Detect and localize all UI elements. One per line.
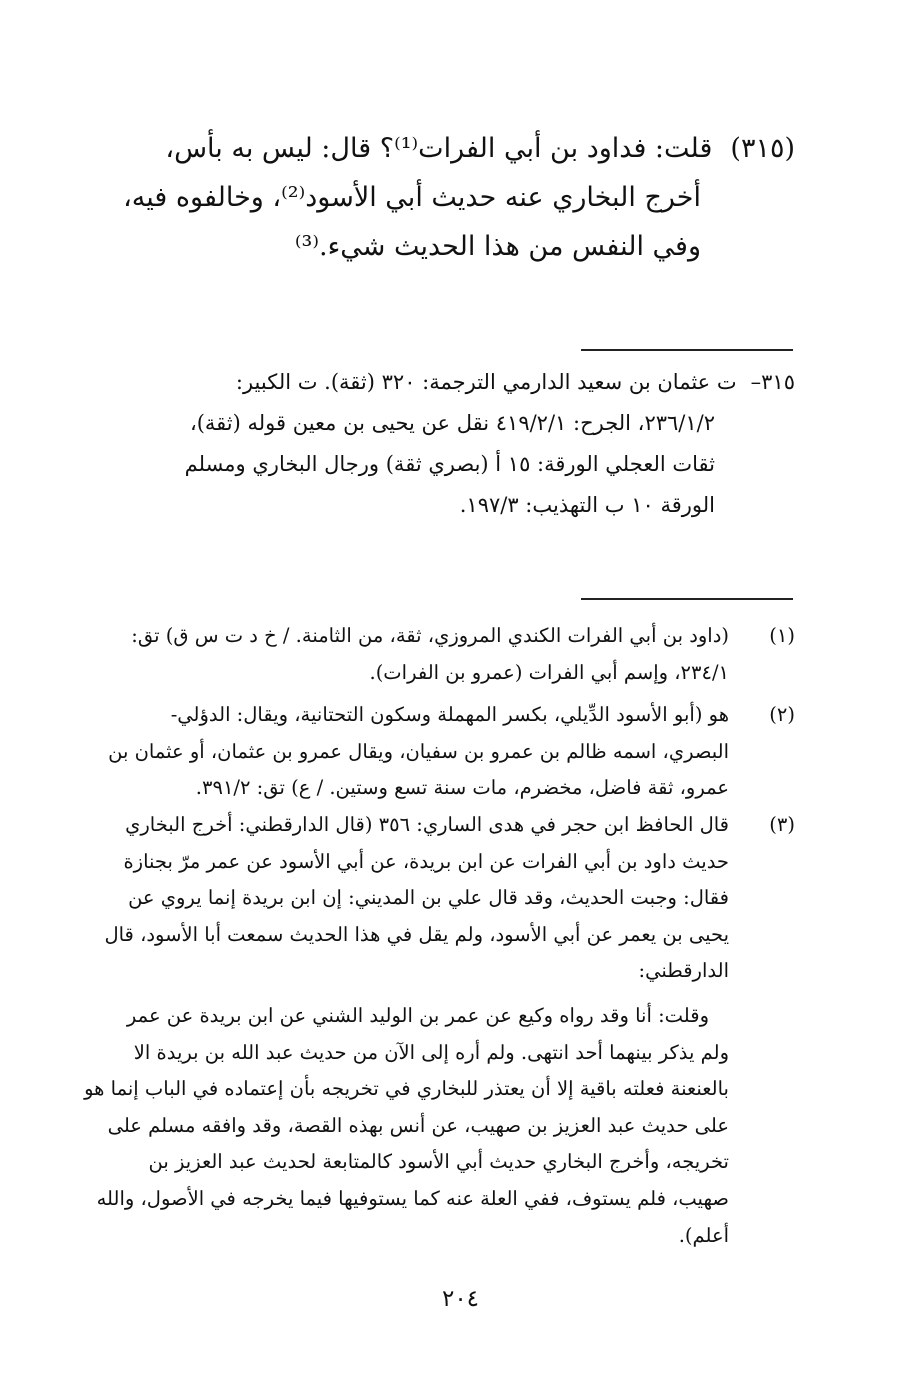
footnote-line: فقال: وجبت الحديث، وقد قال علي بن المديني: إن ابن بريدة إنما يروي عن bbox=[128, 886, 729, 910]
footnote-line: صهيب، فلم يستوف، ففي العلة عنه كما يستوفيها فيما يخرجه في الأصول، والله bbox=[96, 1186, 729, 1210]
footnote-line: تخريجه، وأخرج البخاري حديث أبي الأسود كالمتابعة لحديث عبد العزيز بن bbox=[148, 1150, 729, 1174]
footnote-3-paragraph-2 bbox=[84, 998, 729, 1254]
footnote-line: حديث داود بن أبي الفرات عن ابن بريدة، عن أبي الأسود عن عمر مرّ بجنازة bbox=[123, 849, 729, 873]
footnote-line: بالعنعنة فعلته باقية إلا أن يعتذر للبخاري في تخريجه بأن إعتماده في الباب إنما هو bbox=[84, 1077, 729, 1101]
main-entry-line-1: (٣١٥)قلت: فداود بن أبي الفرات⁽¹⁾؟ قال: ليس به بأس، bbox=[95, 124, 795, 173]
sources-line-2: ٢٣٦/١/٢، الجرح: ٤١٩/٢/١ نقل عن يحيى بن معين قوله (ثقة)، bbox=[189, 411, 715, 435]
footnote-line: ٢٣٤/١، وإسم أبي الفرات (عمرو بن الفرات). bbox=[369, 660, 729, 684]
entry-number: (٣١٥) bbox=[730, 133, 795, 164]
footnote-line: عمرو، ثقة فاضل، مخضرم، مات سنة تسع وستين. / ع) تق: ٣٩١/٢. bbox=[195, 776, 729, 800]
footnote-1 bbox=[95, 618, 795, 691]
footnote-line: الدارقطني: bbox=[638, 959, 729, 983]
footnote-line: على حديث عبد العزيز بن صهيب، عن أنس بهذه القصة، وقد وافقه مسلم على bbox=[107, 1113, 729, 1137]
footnote-2 bbox=[95, 697, 795, 807]
sources-line-3: ثقات العجلي الورقة: ١٥ أ (بصري ثقة) ورجال البخاري ومسلم bbox=[184, 452, 715, 476]
main-entry-line-3: وفي النفس من هذا الحديث شيء.⁽³⁾ bbox=[294, 231, 701, 262]
footnote-line: ولم يذكر بينهما أحد انتهى. ولم أره إلى الآن من حديث عبد الله بن بريدة الا bbox=[133, 1040, 729, 1064]
page-number: ٢٠٤ bbox=[441, 1286, 480, 1312]
footnote-line: يحيى بن يعمر عن أبي الأسود، ولم يقل في هذا الحديث سمعت أبا الأسود، قال bbox=[104, 922, 729, 946]
separator-rule-1 bbox=[581, 349, 793, 351]
main-entry bbox=[95, 124, 795, 271]
footnote-line: وقلت: أنا وقد رواه وكيع عن عمر بن الوليد الشني عن ابن بريدة عن عمر bbox=[126, 1003, 709, 1027]
footnote-number: (٢) bbox=[769, 703, 795, 727]
footnote-line: البصري، اسمه ظالم بن عمرو بن سفيان، ويقال عمرو بن عثمان، أو عثمان بن bbox=[108, 739, 729, 763]
sources-line-4: الورقة ١٠ ب التهذيب: ١٩٧/٣. bbox=[459, 493, 715, 517]
sources-block bbox=[95, 362, 795, 526]
sources-line-1: ٣١٥–ت عثمان بن سعيد الدارمي الترجمة: ٣٢٠ (ثقة). ت الكبير: bbox=[95, 362, 795, 403]
footnotes bbox=[84, 618, 795, 1254]
main-entry-line-2: أخرج البخاري عنه حديث أبي الأسود⁽²⁾، وخالفوه فيه، bbox=[123, 182, 701, 213]
footnote-line: (داود بن أبي الفرات الكندي المروزي، ثقة، من الثامنة. / خ د ت س ق) تق: bbox=[131, 624, 729, 647]
footnote-line: قال الحافظ ابن حجر في هدى الساري: ٣٥٦ (قال الدارقطني: أخرج البخاري bbox=[125, 812, 729, 836]
footnote-line: هو (أبو الأسود الدِّيلي، بكسر المهملة وسكون التحتانية، ويقال: الدؤلي- bbox=[170, 703, 729, 727]
footnote-3 bbox=[84, 807, 795, 1254]
footnote-line: أعلم). bbox=[678, 1223, 729, 1247]
footnote-number: (٣) bbox=[769, 812, 795, 836]
footnote-number: (١) bbox=[769, 624, 795, 647]
sources-number: ٣١٥– bbox=[750, 370, 795, 394]
separator-rule-2 bbox=[581, 598, 793, 600]
